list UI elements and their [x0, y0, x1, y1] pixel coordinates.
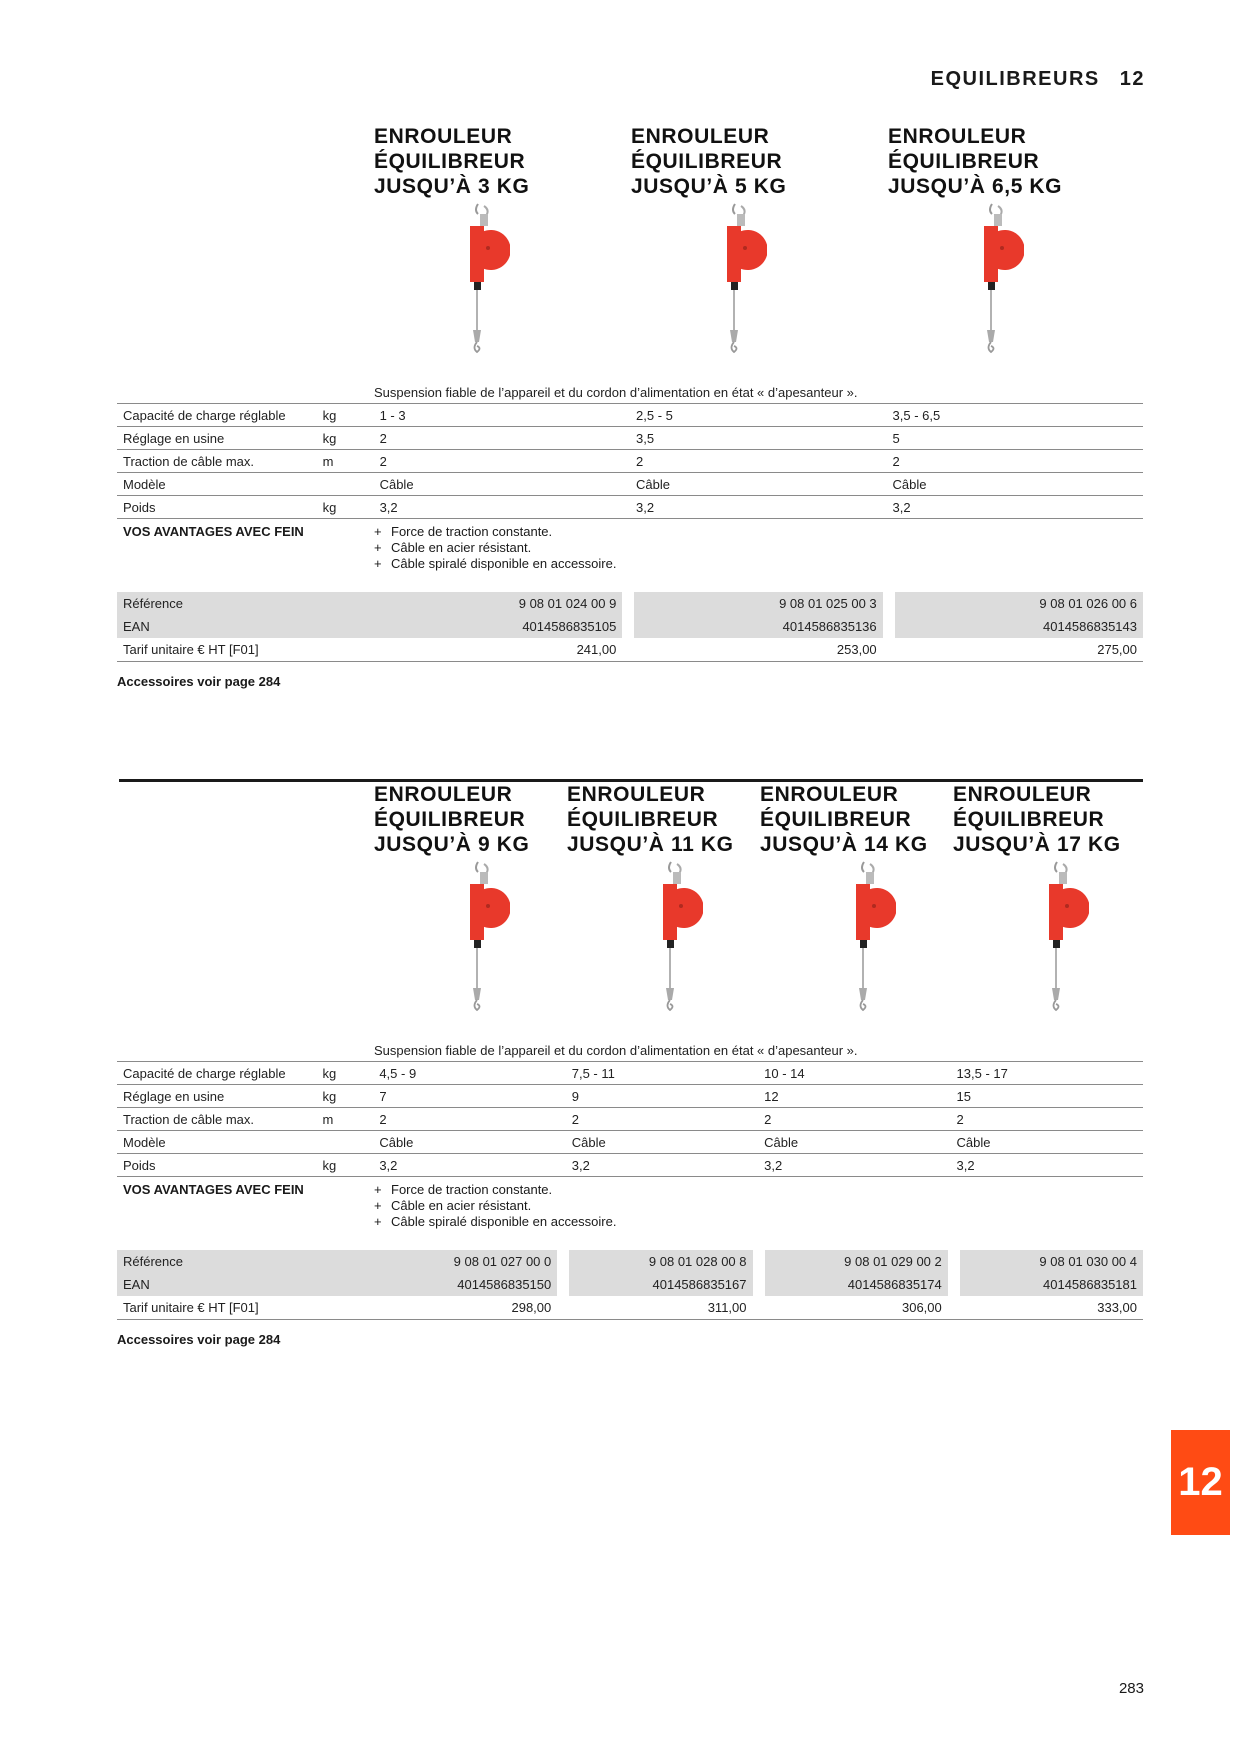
product-title: ENROULEUR ÉQUILIBREUR JUSQU’À 6,5 KG [888, 125, 1063, 198]
chapter-tab: 12 [1171, 1430, 1230, 1535]
spec-label: Modèle [117, 1131, 316, 1154]
product-caption: Suspension fiable de l’appareil et du cordon d’alimentation en état « d’apesanteur ». [374, 1043, 858, 1058]
price-value: 4014586835167 [569, 1273, 752, 1296]
header-chapter-number: 12 [1119, 68, 1145, 90]
spec-value: Câble [373, 1131, 565, 1154]
spec-label: Réglage en usine [117, 427, 317, 450]
spec-value: 7,5 - 11 [566, 1062, 758, 1085]
column-gap [753, 1250, 765, 1273]
table-row [117, 1131, 1143, 1154]
price-label: Référence [117, 592, 374, 615]
spec-unit [317, 473, 374, 496]
column-gap [883, 638, 895, 662]
spec-value: 3,2 [566, 1154, 758, 1177]
price-value: 4014586835105 [374, 615, 622, 638]
balancer-image [721, 202, 767, 359]
spec-value: 3,2 [373, 1154, 565, 1177]
specs-table [117, 403, 1143, 519]
spec-value: 2 [758, 1108, 950, 1131]
product-card [888, 124, 1062, 199]
spec-unit: kg [316, 1062, 373, 1085]
column-gap [883, 592, 895, 615]
spec-value: 2,5 - 5 [630, 404, 886, 427]
price-value: 9 08 01 027 00 0 [374, 1250, 557, 1273]
price-value: 4014586835150 [374, 1273, 557, 1296]
table-row [117, 1085, 1143, 1108]
product-card [374, 782, 529, 857]
spec-label: Poids [117, 1154, 316, 1177]
list-item: + Câble spiralé disponible en accessoire. [374, 556, 616, 572]
spec-value: 2 [951, 1108, 1143, 1131]
spec-unit [316, 1131, 373, 1154]
product-card [953, 782, 1121, 857]
product-title: ENROULEUR ÉQUILIBREUR JUSQU’À 11 KG [567, 783, 734, 856]
spec-value: Câble [887, 473, 1143, 496]
advantages-list [374, 524, 616, 584]
spec-value: 3,2 [630, 496, 886, 519]
specs-table [117, 1061, 1143, 1177]
price-value: 253,00 [634, 638, 882, 662]
price-value: 311,00 [569, 1296, 752, 1320]
table-row [117, 1250, 1143, 1273]
price-label: EAN [117, 615, 374, 638]
spec-value: 1 - 3 [374, 404, 630, 427]
spec-value: 5 [887, 427, 1143, 450]
table-row [117, 1296, 1143, 1320]
balancer-image [464, 202, 510, 359]
price-value: 275,00 [895, 638, 1143, 662]
product-card [374, 124, 529, 199]
price-value: 4014586835174 [765, 1273, 948, 1296]
list-item: + Câble spiralé disponible en accessoire. [374, 1214, 616, 1230]
price-label: EAN [117, 1273, 374, 1296]
table-row [117, 404, 1143, 427]
list-item: + Câble en acier résistant. [374, 1198, 616, 1214]
spec-label: Capacité de charge réglable [117, 1062, 316, 1085]
spec-value: 10 - 14 [758, 1062, 950, 1085]
column-gap [883, 615, 895, 638]
spec-value: 2 [374, 427, 630, 450]
spec-value: 4,5 - 9 [373, 1062, 565, 1085]
product-caption: Suspension fiable de l’appareil et du cordon d’alimentation en état « d’apesanteur ». [374, 385, 858, 400]
spec-value: Câble [951, 1131, 1143, 1154]
spec-value: 2 [566, 1108, 758, 1131]
spec-value: Câble [374, 473, 630, 496]
spec-unit: kg [317, 427, 374, 450]
product-title: ENROULEUR ÉQUILIBREUR JUSQU’À 3 KG [374, 125, 530, 198]
product-row [117, 782, 1143, 1040]
balancer-image [850, 860, 896, 1017]
spec-value: 2 [373, 1108, 565, 1131]
spec-label: Modèle [117, 473, 317, 496]
page-header [931, 68, 1145, 91]
table-row [117, 1062, 1143, 1085]
table-row [117, 638, 1143, 662]
accessories-link[interactable]: Accessoires voir page 284 [117, 1332, 281, 1347]
column-gap [557, 1250, 569, 1273]
product-section-1 [117, 124, 1143, 689]
column-gap [948, 1250, 960, 1273]
spec-value: 12 [758, 1085, 950, 1108]
spec-unit: kg [316, 1085, 373, 1108]
table-row [117, 1154, 1143, 1177]
price-label: Référence [117, 1250, 374, 1273]
spec-unit: kg [316, 1154, 373, 1177]
product-row [117, 124, 1143, 382]
price-label: Tarif unitaire € HT [F01] [117, 638, 374, 662]
spec-value: 3,2 [887, 496, 1143, 519]
table-row [117, 1273, 1143, 1296]
spec-label: Traction de câble max. [117, 1108, 316, 1131]
balancer-image [464, 860, 510, 1017]
spec-value: Câble [758, 1131, 950, 1154]
price-value: 298,00 [374, 1296, 557, 1320]
product-card [631, 124, 786, 199]
table-row [117, 615, 1143, 638]
spec-label: Poids [117, 496, 317, 519]
spec-value: 2 [374, 450, 630, 473]
spec-label: Réglage en usine [117, 1085, 316, 1108]
table-row [117, 427, 1143, 450]
spec-value: Câble [566, 1131, 758, 1154]
spec-value: 2 [887, 450, 1143, 473]
price-value: 9 08 01 025 00 3 [634, 592, 882, 615]
spec-unit: m [316, 1108, 373, 1131]
price-value: 9 08 01 030 00 4 [960, 1250, 1143, 1273]
table-row [117, 473, 1143, 496]
table-row [117, 496, 1143, 519]
header-title: EQUILIBREURS [930, 68, 1100, 90]
price-value: 9 08 01 028 00 8 [569, 1250, 752, 1273]
price-value: 4014586835143 [895, 615, 1143, 638]
column-gap [753, 1296, 765, 1320]
advantages-block [117, 1182, 1143, 1242]
price-value: 9 08 01 026 00 6 [895, 592, 1143, 615]
column-gap [622, 638, 634, 662]
balancer-image [1043, 860, 1089, 1017]
price-table [117, 1250, 1143, 1320]
price-value: 4014586835136 [634, 615, 882, 638]
spec-value: 9 [566, 1085, 758, 1108]
accessories-link[interactable]: Accessoires voir page 284 [117, 674, 281, 689]
spec-value: 3,2 [758, 1154, 950, 1177]
list-item: + Câble en acier résistant. [374, 540, 616, 556]
price-value: 306,00 [765, 1296, 948, 1320]
advantages-label: VOS AVANTAGES AVEC FEIN [123, 1182, 304, 1197]
page-number: 283 [1118, 1680, 1144, 1697]
price-value: 9 08 01 029 00 2 [765, 1250, 948, 1273]
spec-label: Capacité de charge réglable [117, 404, 317, 427]
product-title: ENROULEUR ÉQUILIBREUR JUSQU’À 9 KG [374, 783, 530, 856]
list-item: + Force de traction constante. [374, 1182, 616, 1198]
spec-value: 15 [951, 1085, 1143, 1108]
spec-unit: kg [317, 404, 374, 427]
spec-value: 3,5 - 6,5 [887, 404, 1143, 427]
table-row [117, 450, 1143, 473]
table-row [117, 1108, 1143, 1131]
product-title: ENROULEUR ÉQUILIBREUR JUSQU’À 14 KG [760, 783, 928, 856]
spec-value: 7 [373, 1085, 565, 1108]
column-gap [557, 1273, 569, 1296]
price-value: 333,00 [960, 1296, 1143, 1320]
price-label: Tarif unitaire € HT [F01] [117, 1296, 374, 1320]
balancer-image [657, 860, 703, 1017]
price-value: 241,00 [374, 638, 622, 662]
spec-value: 3,2 [374, 496, 630, 519]
column-gap [948, 1273, 960, 1296]
price-value: 9 08 01 024 00 9 [374, 592, 622, 615]
table-row [117, 592, 1143, 615]
product-section-2 [117, 782, 1143, 1347]
product-card [567, 782, 734, 857]
list-item: + Force de traction constante. [374, 524, 616, 540]
column-gap [948, 1296, 960, 1320]
column-gap [622, 615, 634, 638]
price-table [117, 592, 1143, 662]
advantages-list [374, 1182, 616, 1242]
product-title: ENROULEUR ÉQUILIBREUR JUSQU’À 17 KG [953, 783, 1121, 856]
advantages-label: VOS AVANTAGES AVEC FEIN [123, 524, 304, 539]
product-card [760, 782, 928, 857]
price-value: 4014586835181 [960, 1273, 1143, 1296]
spec-value: 2 [630, 450, 886, 473]
spec-value: 13,5 - 17 [951, 1062, 1143, 1085]
column-gap [557, 1296, 569, 1320]
spec-value: Câble [630, 473, 886, 496]
column-gap [622, 592, 634, 615]
spec-label: Traction de câble max. [117, 450, 317, 473]
balancer-image [978, 202, 1024, 359]
column-gap [753, 1273, 765, 1296]
product-title: ENROULEUR ÉQUILIBREUR JUSQU’À 5 KG [631, 125, 787, 198]
advantages-block [117, 524, 1143, 584]
spec-value: 3,2 [951, 1154, 1143, 1177]
spec-unit: m [317, 450, 374, 473]
spec-value: 3,5 [630, 427, 886, 450]
spec-unit: kg [317, 496, 374, 519]
